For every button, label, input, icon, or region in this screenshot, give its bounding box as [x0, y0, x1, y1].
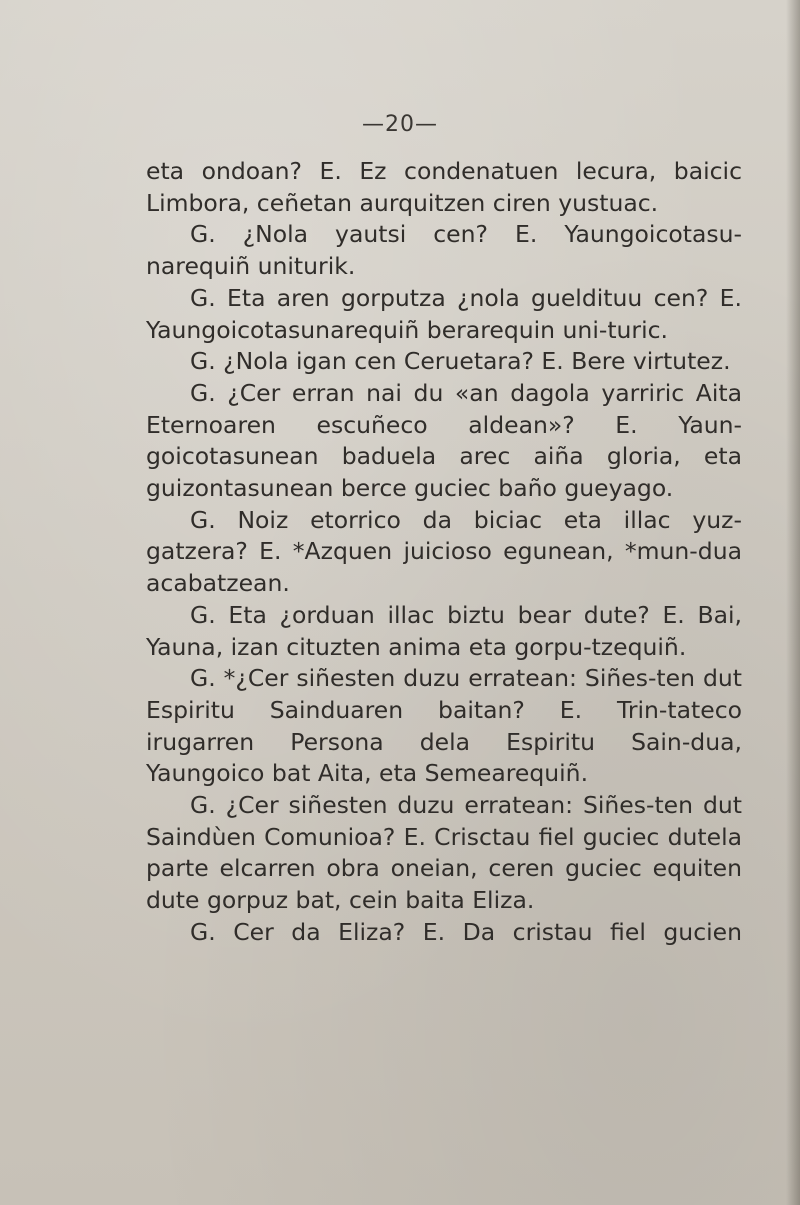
body-text [146, 156, 742, 949]
paragraph: G. ¿Nola yautsi cen? E. Yaungoicotasu-narequiñ uniturik. [146, 220, 742, 281]
page-edge-shadow [786, 0, 800, 1205]
paragraph: G. ¿Nola igan cen Ceruetara? E. Bere virtutez. [190, 347, 731, 376]
paragraph: G. ¿Cer erran nai du «an dagola yarriric Aita Eternoaren escuñeco aldean»? E. Yaun-goicotasunean baduela arec aiña gloria, eta guizontasunean berce guciec baño gueyago. [146, 378, 742, 503]
paragraph: G. ¿Cer siñesten duzu erratean: Siñes-ten dut Saindùen Comunioa? E. Crisctau fiel guciec dutela parte elcarren obra oneian, ceren guciec equiten dute gorpuz bat, cein baita Eliza. [146, 791, 742, 915]
paragraph: G. *¿Cer siñesten duzu erratean: Siñes-ten dut Espiritu Sainduaren baitan? E. Trin-tateco irugarren Persona dela Espiritu Sain-dua, Yaungoico bat Aita, eta Semearequiñ. [146, 664, 742, 788]
paragraph: G. Eta aren gorputza ¿nola gueldituu cen? E. Yaungoicotasunarequiñ berarequin uni-turic. [146, 283, 742, 344]
paragraph: G. Noiz etorrico da biciac eta illac yuz-gatzera? E. *Azquen juicioso egunean, *mun-dua acabatzean. [146, 505, 742, 598]
paragraph: eta ondoan? E. Ez condenatuen lecura, baicic Limbora, ceñetan aurquitzen ciren yustuac. [146, 157, 742, 217]
page-number: —20— [362, 112, 438, 137]
paragraph: G. Eta ¿orduan illac biztu bear dute? E. Bai, Yauna, izan cituzten anima eta gorpu-tzequiñ. [146, 600, 742, 661]
paragraph: G. Cer da Eliza? E. Da cristau fiel gucien [190, 917, 742, 946]
